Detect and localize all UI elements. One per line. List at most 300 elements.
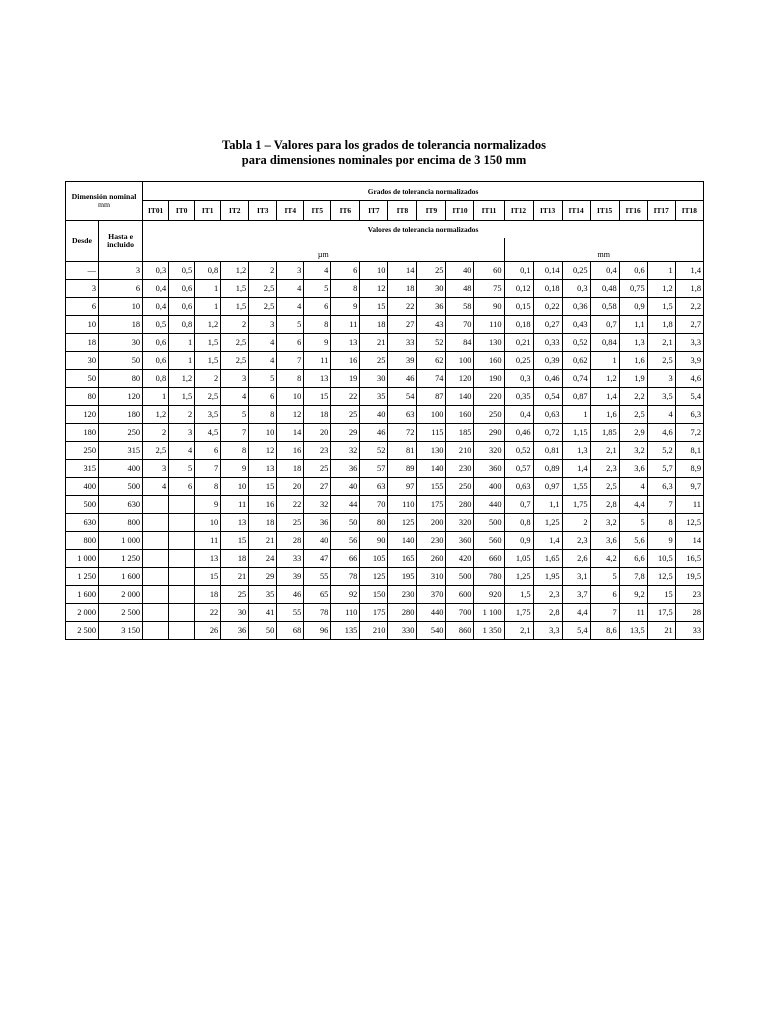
unit-mm: mm bbox=[504, 238, 703, 262]
value-cell: 9,2 bbox=[619, 586, 647, 604]
value-cell: 32 bbox=[304, 496, 331, 514]
table-row bbox=[66, 280, 704, 298]
value-cell: 39 bbox=[388, 352, 417, 370]
value-cell: 700 bbox=[446, 604, 474, 622]
value-cell: 0,36 bbox=[562, 298, 590, 316]
value-cell: 5 bbox=[169, 460, 195, 478]
value-cell: 52 bbox=[417, 334, 446, 352]
value-cell: 165 bbox=[388, 550, 417, 568]
value-cell: 120 bbox=[446, 370, 474, 388]
value-cell: 1,4 bbox=[675, 262, 703, 280]
value-cell: 1,8 bbox=[647, 316, 675, 334]
value-cell: 18 bbox=[249, 514, 277, 532]
value-cell: 2,5 bbox=[590, 478, 619, 496]
value-cell bbox=[169, 496, 195, 514]
value-cell: 63 bbox=[360, 478, 388, 496]
value-cell: 250 bbox=[474, 406, 504, 424]
value-cell: 560 bbox=[474, 532, 504, 550]
desde-cell: 630 bbox=[66, 514, 99, 532]
value-cell: 8 bbox=[195, 478, 221, 496]
value-cell: 36 bbox=[417, 298, 446, 316]
value-cell: 90 bbox=[474, 298, 504, 316]
value-cell: 0,5 bbox=[169, 262, 195, 280]
value-cell: 3,5 bbox=[195, 406, 221, 424]
value-cell: 4 bbox=[143, 478, 169, 496]
value-cell bbox=[143, 514, 169, 532]
value-cell: 0,3 bbox=[143, 262, 169, 280]
value-cell: 2,2 bbox=[619, 388, 647, 406]
grade-header: IT5 bbox=[304, 201, 331, 221]
value-cell: 6 bbox=[249, 388, 277, 406]
hasta-cell: 6 bbox=[99, 280, 143, 298]
value-cell: 370 bbox=[417, 586, 446, 604]
value-cell: 7 bbox=[647, 496, 675, 514]
value-cell: 0,9 bbox=[504, 532, 533, 550]
value-cell: 1,5 bbox=[221, 280, 249, 298]
table-row bbox=[66, 586, 704, 604]
value-cell: 25 bbox=[304, 460, 331, 478]
value-cell: 8 bbox=[647, 514, 675, 532]
value-cell: 2,8 bbox=[533, 604, 562, 622]
value-cell: 4 bbox=[249, 334, 277, 352]
value-cell: 0,35 bbox=[504, 388, 533, 406]
value-cell: 4,5 bbox=[195, 424, 221, 442]
value-cell: 3,3 bbox=[675, 334, 703, 352]
desde-cell: 315 bbox=[66, 460, 99, 478]
value-cell: 3 bbox=[169, 424, 195, 442]
value-cell: 3,7 bbox=[562, 586, 590, 604]
grade-header: IT12 bbox=[504, 201, 533, 221]
value-cell: 140 bbox=[446, 388, 474, 406]
value-cell bbox=[143, 586, 169, 604]
value-cell: 1,2 bbox=[143, 406, 169, 424]
value-cell: 65 bbox=[304, 586, 331, 604]
value-cell: 0,58 bbox=[590, 298, 619, 316]
value-cell: 14 bbox=[277, 424, 304, 442]
grade-header: IT3 bbox=[249, 201, 277, 221]
value-cell: 62 bbox=[417, 352, 446, 370]
value-cell: 2,5 bbox=[221, 334, 249, 352]
value-cell: 20 bbox=[304, 424, 331, 442]
value-cell: 2,9 bbox=[619, 424, 647, 442]
value-cell: 3 bbox=[143, 460, 169, 478]
value-cell: 4 bbox=[619, 478, 647, 496]
value-cell: 33 bbox=[388, 334, 417, 352]
value-cell: 1,4 bbox=[590, 388, 619, 406]
hasta-cell: 800 bbox=[99, 514, 143, 532]
value-cell: 19 bbox=[331, 370, 360, 388]
value-cell bbox=[143, 622, 169, 640]
value-cell: 18 bbox=[304, 406, 331, 424]
hasta-cell: 1 600 bbox=[99, 568, 143, 586]
table-row bbox=[66, 442, 704, 460]
value-cell: 35 bbox=[360, 388, 388, 406]
value-cell: 63 bbox=[388, 406, 417, 424]
value-cell: 0,52 bbox=[504, 442, 533, 460]
hasta-cell: 3 bbox=[99, 262, 143, 280]
value-cell: 2,7 bbox=[675, 316, 703, 334]
value-cell: 1,75 bbox=[504, 604, 533, 622]
grade-header: IT10 bbox=[446, 201, 474, 221]
value-cell: 0,4 bbox=[590, 262, 619, 280]
value-cell: 58 bbox=[446, 298, 474, 316]
value-cell: 18 bbox=[388, 280, 417, 298]
value-cell: 2,1 bbox=[590, 442, 619, 460]
value-cell: 500 bbox=[474, 514, 504, 532]
value-cell: 0,9 bbox=[619, 298, 647, 316]
value-cell: 190 bbox=[474, 370, 504, 388]
desde-cell: 120 bbox=[66, 406, 99, 424]
value-cell: 140 bbox=[388, 532, 417, 550]
grade-header: IT16 bbox=[619, 201, 647, 221]
value-cell: 92 bbox=[331, 586, 360, 604]
hasta-cell: 3 150 bbox=[99, 622, 143, 640]
value-cell: 1,2 bbox=[590, 370, 619, 388]
value-cell: 4 bbox=[221, 388, 249, 406]
table-row bbox=[66, 460, 704, 478]
value-cell: 0,22 bbox=[533, 298, 562, 316]
desde-cell: 1 250 bbox=[66, 568, 99, 586]
value-cell: 20 bbox=[277, 478, 304, 496]
value-cell: 0,25 bbox=[562, 262, 590, 280]
value-cell: 0,6 bbox=[619, 262, 647, 280]
value-cell: 15 bbox=[647, 586, 675, 604]
value-cell: 15 bbox=[360, 298, 388, 316]
value-cell: 28 bbox=[675, 604, 703, 622]
value-cell: 7 bbox=[590, 604, 619, 622]
table-title bbox=[0, 138, 768, 168]
value-cell: 280 bbox=[388, 604, 417, 622]
hasta-cell: 1 000 bbox=[99, 532, 143, 550]
table-row bbox=[66, 352, 704, 370]
value-cell: 36 bbox=[331, 460, 360, 478]
value-cell: 0,62 bbox=[562, 352, 590, 370]
values-header: Valores de tolerancia normalizados bbox=[143, 221, 704, 239]
value-cell: 320 bbox=[474, 442, 504, 460]
value-cell: 4 bbox=[277, 298, 304, 316]
value-cell: 4,4 bbox=[619, 496, 647, 514]
value-cell: 135 bbox=[331, 622, 360, 640]
grade-header: IT2 bbox=[221, 201, 249, 221]
value-cell: 1,5 bbox=[195, 334, 221, 352]
desde-cell: 250 bbox=[66, 442, 99, 460]
value-cell: 89 bbox=[388, 460, 417, 478]
value-cell: 1 bbox=[647, 262, 675, 280]
value-cell: 155 bbox=[417, 478, 446, 496]
value-cell: 8 bbox=[249, 406, 277, 424]
value-cell: 5 bbox=[221, 406, 249, 424]
value-cell: 1 bbox=[562, 406, 590, 424]
value-cell: 40 bbox=[360, 406, 388, 424]
value-cell: 13 bbox=[249, 460, 277, 478]
table-row bbox=[66, 406, 704, 424]
value-cell: 43 bbox=[417, 316, 446, 334]
value-cell: 16,5 bbox=[675, 550, 703, 568]
value-cell: 1,2 bbox=[169, 370, 195, 388]
table-row bbox=[66, 262, 704, 280]
value-cell bbox=[143, 568, 169, 586]
value-cell: 9 bbox=[647, 532, 675, 550]
value-cell: 4 bbox=[249, 352, 277, 370]
value-cell: 2,6 bbox=[562, 550, 590, 568]
value-cell: 280 bbox=[446, 496, 474, 514]
value-cell: 13,5 bbox=[619, 622, 647, 640]
value-cell: 0,89 bbox=[533, 460, 562, 478]
value-cell: 0,4 bbox=[143, 298, 169, 316]
value-cell: 110 bbox=[331, 604, 360, 622]
value-cell: 2,3 bbox=[562, 532, 590, 550]
value-cell: 1,95 bbox=[533, 568, 562, 586]
value-cell: 0,8 bbox=[169, 316, 195, 334]
value-cell: 12 bbox=[249, 442, 277, 460]
hasta-cell: 180 bbox=[99, 406, 143, 424]
value-cell: 290 bbox=[474, 424, 504, 442]
value-cell: 6 bbox=[277, 334, 304, 352]
value-cell: 0,3 bbox=[504, 370, 533, 388]
value-cell: 55 bbox=[277, 604, 304, 622]
value-cell: 2,3 bbox=[590, 460, 619, 478]
desde-cell: 6 bbox=[66, 298, 99, 316]
value-cell: 40 bbox=[331, 478, 360, 496]
table-row bbox=[66, 478, 704, 496]
value-cell: 10 bbox=[277, 388, 304, 406]
value-cell: 1,6 bbox=[619, 352, 647, 370]
value-cell: 125 bbox=[388, 514, 417, 532]
value-cell: 0,43 bbox=[562, 316, 590, 334]
value-cell: 1 bbox=[169, 334, 195, 352]
value-cell: 1,4 bbox=[533, 532, 562, 550]
value-cell: 1,1 bbox=[619, 316, 647, 334]
value-cell: 420 bbox=[446, 550, 474, 568]
value-cell: 1,25 bbox=[504, 568, 533, 586]
value-cell: 46 bbox=[388, 370, 417, 388]
value-cell: 21 bbox=[221, 568, 249, 586]
value-cell: 2,1 bbox=[504, 622, 533, 640]
desde-cell: 1 600 bbox=[66, 586, 99, 604]
value-cell: 160 bbox=[474, 352, 504, 370]
value-cell: 0,14 bbox=[533, 262, 562, 280]
value-cell: 2 bbox=[562, 514, 590, 532]
value-cell: 1,4 bbox=[562, 460, 590, 478]
value-cell bbox=[169, 514, 195, 532]
value-cell: 4 bbox=[169, 442, 195, 460]
hasta-cell: 250 bbox=[99, 424, 143, 442]
value-cell: 27 bbox=[388, 316, 417, 334]
value-cell: 33 bbox=[277, 550, 304, 568]
value-cell: 220 bbox=[474, 388, 504, 406]
value-cell: 41 bbox=[249, 604, 277, 622]
value-cell: 2,5 bbox=[647, 352, 675, 370]
value-cell: 78 bbox=[304, 604, 331, 622]
value-cell: 0,72 bbox=[533, 424, 562, 442]
value-cell: 1,5 bbox=[195, 352, 221, 370]
value-cell: 74 bbox=[417, 370, 446, 388]
value-cell: 130 bbox=[474, 334, 504, 352]
value-cell bbox=[169, 550, 195, 568]
value-cell: 0,7 bbox=[590, 316, 619, 334]
value-cell: 16 bbox=[331, 352, 360, 370]
value-cell: 310 bbox=[417, 568, 446, 586]
table-row bbox=[66, 514, 704, 532]
value-cell: 16 bbox=[277, 442, 304, 460]
value-cell: 0,8 bbox=[143, 370, 169, 388]
value-cell: 26 bbox=[195, 622, 221, 640]
desde-cell: 400 bbox=[66, 478, 99, 496]
hasta-cell: 315 bbox=[99, 442, 143, 460]
value-cell: 21 bbox=[249, 532, 277, 550]
grade-header: IT01 bbox=[143, 201, 169, 221]
value-cell: 13 bbox=[304, 370, 331, 388]
value-cell: 0,33 bbox=[533, 334, 562, 352]
value-cell: 54 bbox=[388, 388, 417, 406]
value-cell: 8 bbox=[221, 442, 249, 460]
table-row bbox=[66, 604, 704, 622]
hasta-cell: 500 bbox=[99, 478, 143, 496]
desde-header: Desde bbox=[66, 221, 99, 262]
value-cell: 60 bbox=[474, 262, 504, 280]
value-cell: 160 bbox=[446, 406, 474, 424]
value-cell: 3,1 bbox=[562, 568, 590, 586]
value-cell: 6,3 bbox=[647, 478, 675, 496]
value-cell: 30 bbox=[417, 280, 446, 298]
value-cell: 195 bbox=[388, 568, 417, 586]
value-cell bbox=[169, 604, 195, 622]
value-cell: 22 bbox=[195, 604, 221, 622]
desde-cell: 500 bbox=[66, 496, 99, 514]
value-cell: 80 bbox=[360, 514, 388, 532]
value-cell: 5,4 bbox=[562, 622, 590, 640]
value-cell: 540 bbox=[417, 622, 446, 640]
value-cell: 70 bbox=[446, 316, 474, 334]
value-cell: 4,2 bbox=[590, 550, 619, 568]
value-cell: 48 bbox=[446, 280, 474, 298]
value-cell: 440 bbox=[474, 496, 504, 514]
value-cell: 780 bbox=[474, 568, 504, 586]
value-cell: 360 bbox=[446, 532, 474, 550]
value-cell: 1,05 bbox=[504, 550, 533, 568]
value-cell: 230 bbox=[446, 460, 474, 478]
value-cell: 6,6 bbox=[619, 550, 647, 568]
desde-cell: 800 bbox=[66, 532, 99, 550]
value-cell: 8,9 bbox=[675, 460, 703, 478]
table-row bbox=[66, 334, 704, 352]
value-cell: 8 bbox=[304, 316, 331, 334]
value-cell: 8,6 bbox=[590, 622, 619, 640]
value-cell: 15 bbox=[221, 532, 249, 550]
grade-header: IT6 bbox=[331, 201, 360, 221]
value-cell: 0,81 bbox=[533, 442, 562, 460]
value-cell: 3 bbox=[221, 370, 249, 388]
value-cell: 0,6 bbox=[169, 298, 195, 316]
value-cell: 0,48 bbox=[590, 280, 619, 298]
value-cell: 5,7 bbox=[647, 460, 675, 478]
value-cell: 6 bbox=[169, 478, 195, 496]
table-row bbox=[66, 550, 704, 568]
value-cell: 3,3 bbox=[533, 622, 562, 640]
value-cell: 6 bbox=[195, 442, 221, 460]
value-cell: 0,63 bbox=[504, 478, 533, 496]
value-cell: 0,18 bbox=[504, 316, 533, 334]
value-cell: 50 bbox=[249, 622, 277, 640]
value-cell: 23 bbox=[304, 442, 331, 460]
value-cell: 175 bbox=[417, 496, 446, 514]
value-cell: 57 bbox=[360, 460, 388, 478]
value-cell: 250 bbox=[446, 478, 474, 496]
desde-cell: 1 000 bbox=[66, 550, 99, 568]
value-cell: 1 bbox=[169, 352, 195, 370]
value-cell: 22 bbox=[331, 388, 360, 406]
value-cell: 400 bbox=[474, 478, 504, 496]
value-cell: 2,5 bbox=[619, 406, 647, 424]
value-cell: 1,8 bbox=[675, 280, 703, 298]
desde-cell: 3 bbox=[66, 280, 99, 298]
value-cell: 12 bbox=[360, 280, 388, 298]
value-cell: 1,3 bbox=[562, 442, 590, 460]
desde-cell: 2 000 bbox=[66, 604, 99, 622]
value-cell: 13 bbox=[221, 514, 249, 532]
value-cell: 15 bbox=[249, 478, 277, 496]
value-cell: 13 bbox=[195, 550, 221, 568]
value-cell: 175 bbox=[360, 604, 388, 622]
value-cell: 1,6 bbox=[590, 406, 619, 424]
value-cell: 18 bbox=[277, 460, 304, 478]
value-cell: 5 bbox=[304, 280, 331, 298]
desde-cell: 2 500 bbox=[66, 622, 99, 640]
value-cell: 2 bbox=[169, 406, 195, 424]
value-cell: 44 bbox=[331, 496, 360, 514]
value-cell: 18 bbox=[221, 550, 249, 568]
value-cell: 330 bbox=[388, 622, 417, 640]
table-row bbox=[66, 532, 704, 550]
value-cell: 105 bbox=[360, 550, 388, 568]
value-cell: 1 bbox=[590, 352, 619, 370]
value-cell: 7 bbox=[277, 352, 304, 370]
grade-header: IT0 bbox=[169, 201, 195, 221]
value-cell: 600 bbox=[446, 586, 474, 604]
value-cell: 11 bbox=[331, 316, 360, 334]
value-cell: 1,75 bbox=[562, 496, 590, 514]
value-cell: 2,5 bbox=[195, 388, 221, 406]
value-cell: 52 bbox=[360, 442, 388, 460]
value-cell: 6,3 bbox=[675, 406, 703, 424]
value-cell: 2,3 bbox=[533, 586, 562, 604]
value-cell: 660 bbox=[474, 550, 504, 568]
hasta-cell: 1 250 bbox=[99, 550, 143, 568]
value-cell: 4,6 bbox=[647, 424, 675, 442]
value-cell: 28 bbox=[277, 532, 304, 550]
value-cell: 30 bbox=[221, 604, 249, 622]
value-cell: 0,4 bbox=[143, 280, 169, 298]
value-cell: 14 bbox=[675, 532, 703, 550]
value-cell: 9 bbox=[195, 496, 221, 514]
value-cell: 2 bbox=[143, 424, 169, 442]
value-cell: 11 bbox=[304, 352, 331, 370]
value-cell: 8 bbox=[331, 280, 360, 298]
value-cell: 0,8 bbox=[195, 262, 221, 280]
value-cell: 18 bbox=[360, 316, 388, 334]
grade-header: IT7 bbox=[360, 201, 388, 221]
value-cell: 1,2 bbox=[221, 262, 249, 280]
value-cell: 11 bbox=[221, 496, 249, 514]
value-cell: 1 bbox=[143, 388, 169, 406]
value-cell: 860 bbox=[446, 622, 474, 640]
value-cell: 5,2 bbox=[647, 442, 675, 460]
value-cell: 36 bbox=[304, 514, 331, 532]
value-cell: 0,63 bbox=[533, 406, 562, 424]
value-cell: 1 bbox=[195, 298, 221, 316]
value-cell: 1,25 bbox=[533, 514, 562, 532]
value-cell: 2,5 bbox=[143, 442, 169, 460]
